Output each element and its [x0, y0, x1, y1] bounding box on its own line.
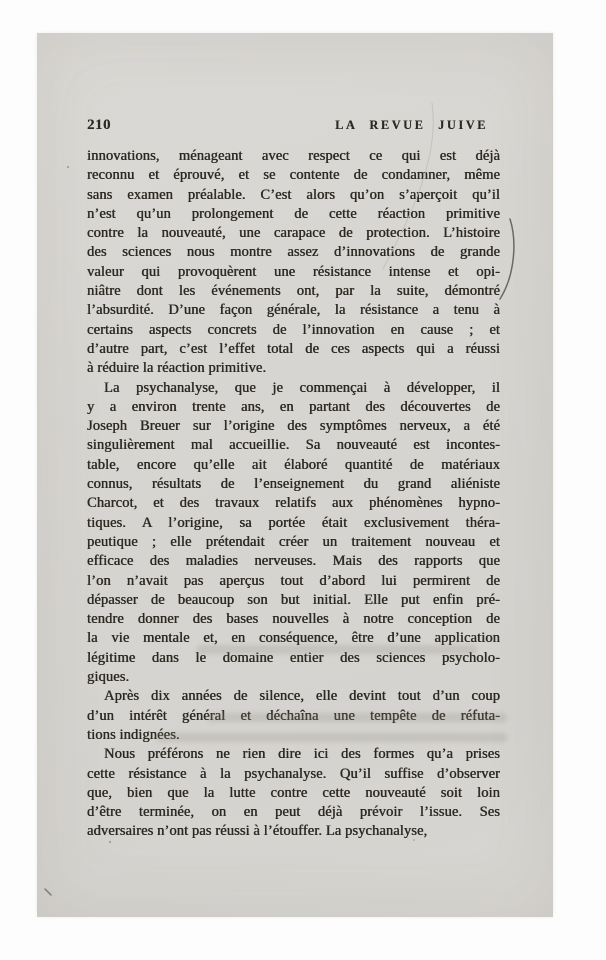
text-line: contre la nouveauté, une carapace de protection. L’histoire: [87, 225, 500, 242]
scanned-page: [37, 33, 553, 917]
text-line: certains aspects concrets de l’innovation en cause ; et: [87, 321, 500, 338]
page-number: 210: [87, 117, 111, 133]
text-line: giques.: [87, 669, 130, 686]
text-line: d’être terminée, on en peut déjà prévoir l’issue. Ses: [87, 804, 500, 821]
text-line: adversaires n’ont pas réussi à l’étouffer. La psychanalyse,: [87, 823, 428, 840]
running-head: [87, 117, 500, 134]
text-line: connus, résultats de l’enseignement du grand aliéniste: [87, 476, 500, 493]
text-line: table, encore qu’elle ait élaboré quantité de matériaux: [87, 456, 500, 473]
text-line: peutique ; elle prétendait créer un traitement nouveau et: [87, 533, 500, 550]
text-line: que, bien que la lutte contre cette nouveauté soit loin: [87, 784, 500, 801]
text-line: Joseph Breuer sur l’origine des symptômes nerveux, a été: [87, 418, 500, 435]
text-line: n’est qu’un prolongement de cette réaction primitive: [87, 205, 500, 222]
text-line: la vie mentale et, en conséquence, être d’une application: [87, 630, 500, 647]
text-line: à réduire la réaction primitive.: [87, 360, 267, 377]
text-line: sans examen préalable. C’est alors qu’on s’aperçoit qu’il: [87, 186, 500, 203]
show-through-ghost: [197, 645, 477, 654]
text-line: reconnu et éprouvé, et se contente de condamner, même: [87, 167, 500, 184]
text-line: dépasser de beaucoup son but initial. Elle put enfin pré-: [87, 591, 500, 608]
text-line: tiques. A l’origine, sa portée était exclusivement théra-: [87, 514, 500, 531]
running-head-title: LA REVUE JUIVE: [335, 118, 488, 132]
show-through-ghost: [157, 733, 507, 742]
show-through-ghost: [207, 713, 507, 722]
text-line: légitime dans le domaine entier des sciences psycholo-: [87, 649, 500, 666]
corner-tick-mark-icon: [45, 889, 51, 895]
text-line: des sciences nous montre assez d’innovations de grande: [87, 244, 500, 261]
text-line: l’on n’avait pas aperçus tout d’abord lui permirent de: [87, 572, 500, 589]
text-line: Charcot, et des travaux relatifs aux phénomènes hypno-: [87, 495, 500, 512]
text-line: niâtre dont les événements ont, par la suite, démontré: [87, 283, 500, 300]
text-line: Après dix années de silence, elle devint tout d’un coup: [104, 688, 500, 705]
text-line: La psychanalyse, que je commençai à développer, il: [104, 379, 500, 396]
paragraph: [87, 147, 500, 379]
text-line: tendre donner des bases nouvelles à notre conception de: [87, 611, 500, 628]
text-line: tions indignées.: [87, 726, 180, 743]
text-line: l’absurdité. D’une façon générale, la résistance a tenu à: [87, 302, 500, 319]
text-line: innovations, ménageant avec respect ce qui est déjà: [87, 148, 500, 164]
paragraph: [87, 745, 500, 841]
text-line: efficace des maladies nerveuses. Mais des rapports que: [87, 553, 500, 570]
text-line: valeur qui provoquèrent une résistance intense et opi-: [87, 263, 500, 280]
text-line: cette résistance à la psychanalyse. Qu’il suffise d’observer: [87, 765, 500, 782]
text-line: singulièrement mal accueillie. Sa nouveauté est incontes-: [87, 437, 500, 454]
paragraph: [87, 379, 500, 688]
text-line: y a environ trente ans, en partant des découvertes de: [87, 398, 500, 415]
text-line: Nous préférons ne rien dire ici des formes qu’a prises: [104, 746, 500, 763]
margin-pen-mark-icon: [500, 219, 514, 299]
dust-speck-icon: [67, 166, 69, 168]
text-line: d’un intérêt général et déchaîna une tempête de réfuta-: [87, 707, 500, 724]
text-line: d’autre part, c’est l’effet total de ces aspects qui a réussi: [87, 340, 500, 357]
